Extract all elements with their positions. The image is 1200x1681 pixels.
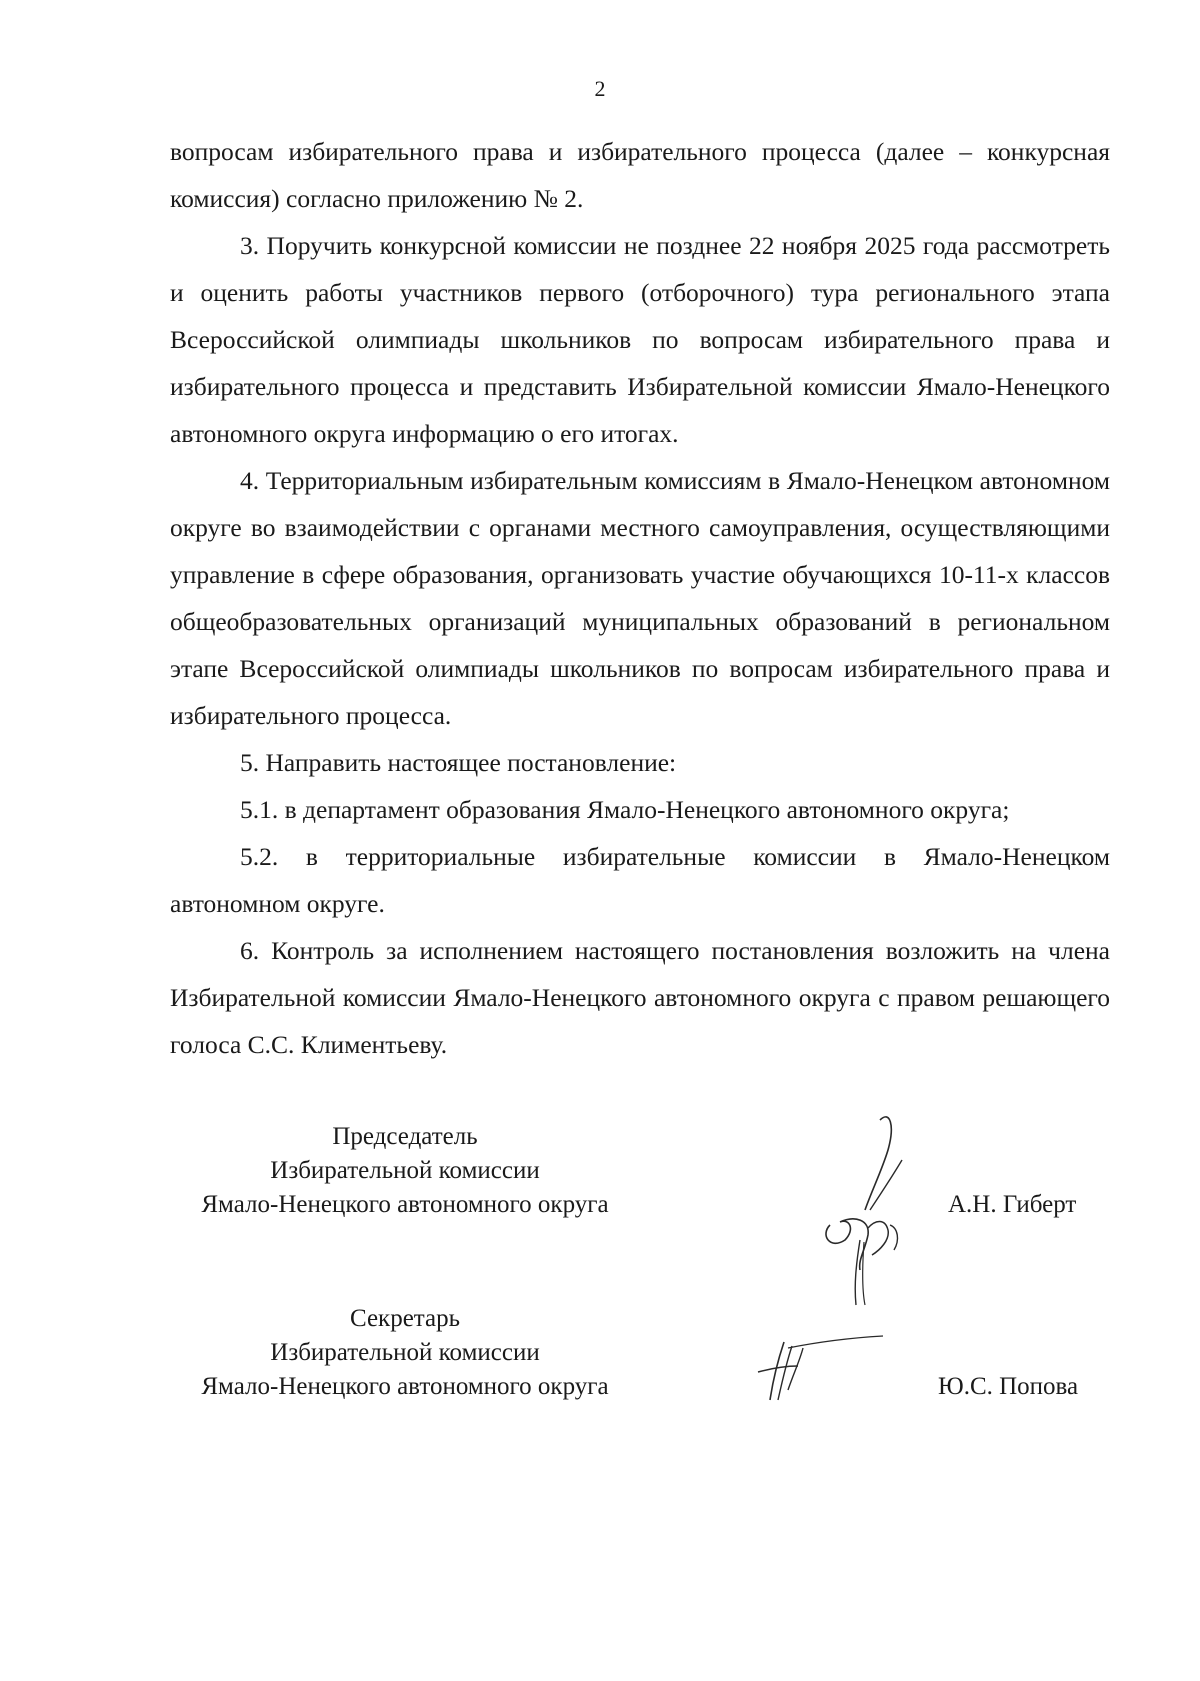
chairman-handwritten-signature-icon [810, 1110, 930, 1310]
chairman-title [170, 1120, 640, 1222]
document-body [170, 128, 1110, 1068]
paragraph-5-1: 5.1. в департамент образования Ямало-Ненецкого автономного округа; [240, 795, 1010, 824]
paragraph-4: 4. Территориальным избирательным комиссиям в Ямало-Ненецком автономном округе во взаимодействии с органами местного самоуправления, осуществляющими управление в сфере образования, организовать участие обучающихся 10-11-х классов общеобразовательных организаций муниципальных образований в региональном этапе Всероссийской олимпиады школьников по вопросам избирательного права и избирательного процесса. [170, 466, 1110, 730]
secretary-title [170, 1302, 640, 1404]
secretary-name: Ю.С. Попова [938, 1373, 1079, 1400]
chairman-title-line2: Избирательной комиссии [270, 1157, 540, 1184]
secretary-title-line3: Ямало-Ненецкого автономного округа [201, 1373, 609, 1400]
paragraph-3: 3. Поручить конкурсной комиссии не позднее 22 ноября 2025 года рассмотреть и оценить работы участников первого (отборочного) тура регионального этапа Всероссийской олимпиады школьников по вопросам избирательного права и избирательного процесса и представить Избирательной комиссии Ямало-Ненецкого автономного округа информацию о его итогах. [170, 231, 1110, 448]
chairman-title-line3: Ямало-Ненецкого автономного округа [201, 1191, 609, 1218]
paragraph-continuation: вопросам избирательного права и избирательного процесса (далее – конкурсная комиссия) согласно приложению № 2. [170, 137, 1110, 213]
paragraph-5: 5. Направить настоящее постановление: [240, 748, 677, 777]
paragraph-6: 6. Контроль за исполнением настоящего постановления возложить на члена Избирательной комиссии Ямало-Ненецкого автономного округа с правом решающего голоса С.С. Климентьеву. [170, 936, 1110, 1059]
secretary-title-line1: Секретарь [349, 1305, 461, 1332]
secretary-title-line2: Избирательной комиссии [270, 1339, 540, 1366]
paragraph-5-2: 5.2. в территориальные избирательные комиссии в Ямало-Ненецком автономном округе. [170, 842, 1110, 918]
page-number: 2 [594, 76, 606, 101]
secretary-handwritten-signature-icon [748, 1330, 888, 1410]
chairman-name: А.Н. Гиберт [948, 1191, 1077, 1218]
chairman-title-line1: Председатель [332, 1123, 478, 1150]
